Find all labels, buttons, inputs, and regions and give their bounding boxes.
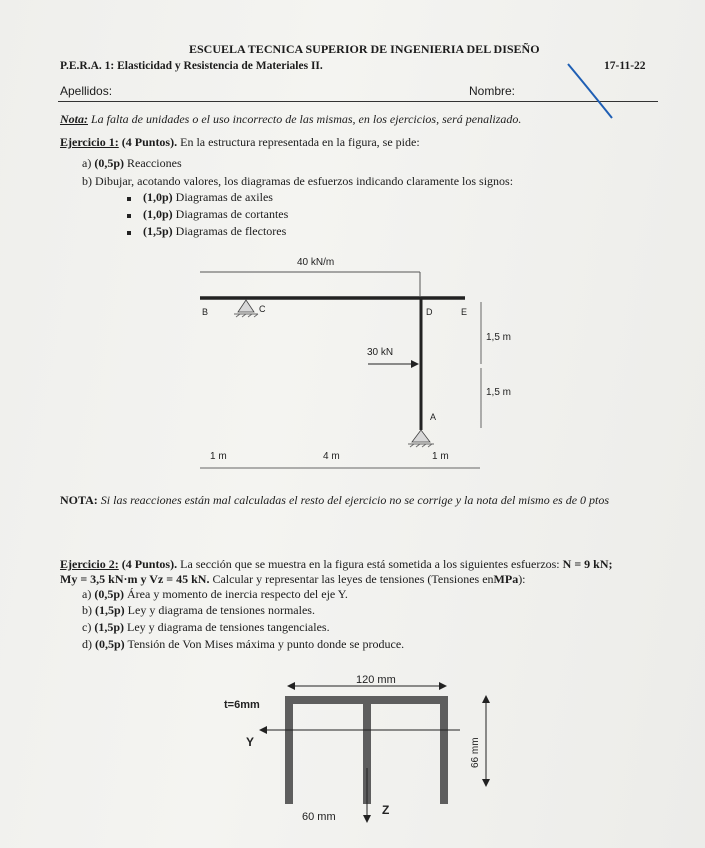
ex1-bullet-2 (143, 207, 288, 222)
bullet-text: Diagramas de axiles (175, 190, 273, 204)
ex1-item-b (82, 174, 513, 189)
surname-label: Apellidos: (60, 84, 113, 98)
ex2-item-a (82, 587, 348, 602)
bullet-text: Diagramas de flectores (175, 224, 287, 238)
load-label: 40 kN/m (297, 257, 335, 268)
ex2-item-c (82, 620, 330, 635)
thickness-label: t=6mm (224, 699, 260, 711)
ex1-item-a (82, 156, 182, 171)
item-points: (0,5p) (94, 156, 124, 170)
item-points: (1,5p) (95, 603, 125, 617)
ex1-intro: En la estructura representada en la figura, se pide: (180, 135, 420, 149)
bullet-icon (127, 197, 131, 201)
dim-h3: 1 m (432, 451, 449, 462)
nota-line (60, 112, 521, 127)
support-a (408, 430, 434, 447)
nota-label: Nota: (60, 112, 88, 126)
ex2-item-b (82, 603, 315, 618)
item-text: Reacciones (127, 156, 182, 170)
force-label: 30 kN (367, 347, 394, 358)
item-points: (0,5p) (94, 587, 124, 601)
ex1-points: (4 Puntos). (121, 135, 178, 149)
ex2-points: (4 Puntos). (121, 557, 178, 571)
item-points: (1,5p) (94, 620, 124, 634)
item-letter: a) (82, 156, 92, 170)
item-letter: d) (82, 637, 92, 651)
ex2-n-value: N = 9 kN; (562, 557, 613, 571)
item-letter: c) (82, 620, 92, 634)
item-letter: a) (82, 587, 92, 601)
axis-z-label: Z (382, 803, 390, 817)
label-d: D (426, 307, 433, 317)
dim-h2: 4 m (323, 451, 340, 462)
ex1-note-text: Si las reacciones están mal calculadas el resto del ejercicio no se corrige y la nota del mismo es de 0 ptos (100, 493, 610, 507)
section-figure (210, 668, 510, 838)
item-text: Ley y diagrama de tensiones normales. (127, 603, 315, 617)
ex2-line2-end: ): (518, 572, 526, 586)
label-c: C (259, 304, 266, 314)
ex2-unit: MPa (493, 572, 519, 586)
item-text: Ley y diagrama de tensiones tangenciales. (127, 620, 330, 634)
axis-y-label: Y (246, 735, 255, 749)
ex2-item-d (82, 637, 404, 652)
item-text: Dibujar, acotando valores, los diagramas de esfuerzos indicando claramente los signos: (95, 174, 514, 188)
bullet-points: (1,0p) (143, 190, 173, 204)
width-label: 120 mm (356, 674, 396, 686)
item-points: (0,5p) (95, 637, 125, 651)
item-letter: b) (82, 603, 92, 617)
course-title: P.E.R.A. 1: Elasticidad y Resistencia de Materiales II. (60, 60, 323, 72)
bullet-text: Diagramas de cortantes (175, 207, 289, 221)
ex1-note-label: NOTA: (60, 493, 98, 507)
ex2-heading (60, 557, 613, 572)
label-e: E (461, 307, 468, 317)
bullet-points: (1,5p) (143, 224, 173, 238)
bullet-points: (1,0p) (143, 207, 173, 221)
bullet-icon (127, 214, 131, 218)
height-label: 66 mm (470, 737, 481, 768)
dim-v1: 1,5 m (486, 332, 512, 343)
ex2-intro: La sección que se muestra en la figura está sometida a los siguientes esfuerzos: (180, 557, 560, 571)
item-text: Área y momento de inercia respecto del eje Y. (127, 587, 348, 601)
label-b: B (202, 307, 209, 317)
ex2-instruction: Calcular y representar las leyes de tensiones (Tensiones en (212, 572, 494, 586)
item-letter: b) (82, 174, 92, 188)
ex1-title: Ejercicio 1: (60, 135, 119, 149)
half-width-label: 60 mm (302, 811, 336, 823)
ex2-title: Ejercicio 2: (60, 557, 119, 571)
pen-mark (560, 60, 620, 124)
nota-text: La falta de unidades o el uso incorrecto de las mismas, en los ejercicios, será penalizado. (91, 112, 522, 126)
structure-figure (180, 248, 540, 473)
support-c (234, 300, 258, 317)
ex1-bullet-1 (143, 190, 273, 205)
name-label: Nombre: (469, 84, 516, 98)
ex2-moments: My = 3,5 kN·m y Vz = 45 kN. (60, 572, 210, 586)
dim-h1: 1 m (210, 451, 227, 462)
ex2-line2 (60, 572, 526, 587)
ex1-note (60, 493, 609, 508)
ex1-heading (60, 135, 420, 150)
label-a: A (430, 412, 437, 422)
ex1-bullet-3 (143, 224, 286, 239)
item-text: Tensión de Von Mises máxima y punto donde se produce. (127, 637, 405, 651)
bullet-icon (127, 231, 131, 235)
dim-v2: 1,5 m (486, 387, 512, 398)
school-title: ESCUELA TECNICA SUPERIOR DE INGENIERIA DEL DISEÑO (189, 42, 540, 56)
exam-date: 17-11-22 (604, 60, 646, 72)
